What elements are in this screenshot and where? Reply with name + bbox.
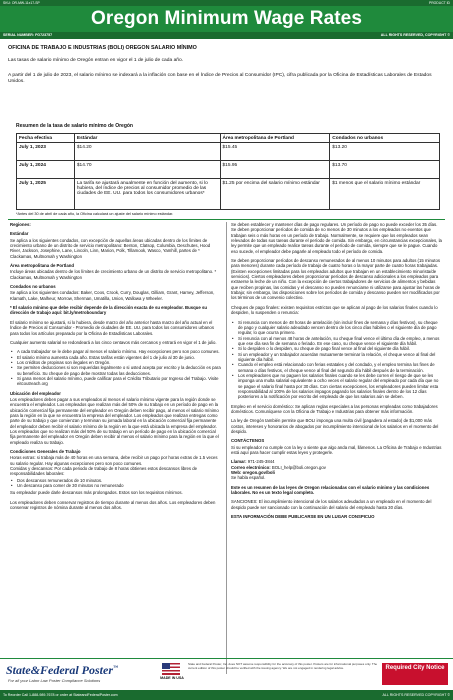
list-item: • Los empleadores que no paguen los salarios finales cuando se les debe corren el riesgo de que se les imponga una multa salarial equivalente a ocho veces el salario regular del empleado por cada día que no se pague el salario final hasta por 30 días. Con ciertas excepciones, los empleadores pueden limitar esta responsabilidad al 100% de los salarios impagos pagando los salarios finales dentro de los 12 días posteriores a la notificación por escrito del empleado de que los salarios aún se deben.	[231, 373, 443, 400]
overtime-text: Horas extras: si trabaja más de 40 horas en una semana, debe recibir un pago por horas extras de 1.5 veces su salario regular. Hay algunas excepciones pero son poco comunes.	[10, 455, 218, 466]
required-notice-badge: Required City Notice	[382, 663, 448, 685]
table-header: Fecha efectiva	[17, 134, 75, 143]
publisher-logo: State&Federal Poster™	[6, 663, 118, 677]
footer	[0, 658, 453, 700]
copyright-label: ALL RIGHTS RESERVED, COPYRIGHT ©	[380, 33, 450, 37]
list-item: • Cuando el empleo está relacionado con ferias estatales y del condado, y el empleo termina los fines de semana o días festivos, el cheque vence al final del segundo día hábil después de la terminación.	[231, 362, 443, 373]
table-row	[17, 143, 440, 161]
sku-label: SKU: OR-MW-11x17-SP	[3, 1, 40, 5]
contact-heading: CONTÁCTENOS	[231, 438, 265, 444]
footer-copyright: ALL RIGHTS RESERVED COPYRIGHT ©	[382, 693, 450, 697]
web-link[interactable]: oregon.gov/boli	[242, 470, 275, 476]
employer-location-text: Los empleadores deben pagar a sus empleados al menos el salario mínimo vigente para la región donde se encuentra el empleador. Los empleados que realizan más del 50% de su trabajo en un período de pago en la ubicación comercial fija permanente del empleador en Oregón deben recibir pago, al menos el salario mínimo para la región en la que se encuentra la empresa del empleador. Los empleados que realizan entregas como parte de su trabajo y que comienzan y terminan su jornada laboral en la ubicación comercial fija permanente del empleador deben recibir el salario mínimo de la región en la que está ubicada la empresa del empleador. Los empleados que no realizan más del 50% de su trabajo en un período de pago en la ubicación comercial fija permanente del empleador en Oregón deben recibir al menos el salario mínimo para la región en la que el empleado realiza su trabajo.	[10, 396, 219, 445]
portland-text: Incluye áreas ubicadas dentro de los límites de crecimiento urbano de un distrito de servicio metropolitano. * Clackamas, Multnomah y Washington	[10, 269, 217, 280]
serial-bar	[0, 32, 453, 39]
right-column	[231, 222, 443, 524]
reorder-text[interactable]: To Reorder Call 1-888-989-7678 or order at StateandFederalPoster.com	[3, 693, 118, 697]
publisher-tagline: For all your Labor Law Poster Compliance Solutions	[8, 678, 101, 683]
sanctions-text: SANCIONES: El incumplimiento intencional de los salarios adeudados a un empleado en el momento del despido puede ser sancionado con la continuación del salario del empleado hasta 30 días.	[231, 499, 432, 510]
regions-heading: Regiones:	[10, 222, 31, 227]
list-item: • Si un empleador y un trabajador acuerdan mutuamente terminar la relación, el cheque vence al final del siguiente día hábil.	[231, 352, 443, 363]
table-cell: $13.20	[330, 143, 440, 161]
list-item: • Si renuncia con al menos 48 horas de antelación, su cheque final vence el último día de empleo, a menos que ese día sea fin de semana o feriado. En ese caso, su cheque vence el siguiente día hábil.	[231, 336, 443, 347]
table-cell: $14.20	[74, 143, 220, 161]
employer-location-heading: Ubicación del empleador	[10, 390, 61, 396]
table-title: Resumen de la tasa de salario mínimo de Oregón	[16, 123, 133, 129]
breaks-list	[10, 478, 222, 489]
intro-text-2: A partir del 1 de julio de 2023, el salario mínimo se indexará a la inflación con base en el Índice de Precios al Consumidor (IPC), cifra publicada por la Oficina de Estadísticas Laborales de Estados Unidos.	[8, 73, 432, 85]
rounding-text: Cualquier aumento salarial se redondeará a los cinco centavos más cercanos y entrará en vigor el 1 de julio.	[10, 339, 217, 345]
breaks-text: Comidas y descansos: Por cada periodo de trabajo de 8 horas obtienes estos descansos libres de responsabilidades laborales:	[10, 466, 198, 477]
table-cell: La tarifa se ajustará anualmente en función del aumento, si lo hubiera, del índice de precios al consumidor promedio de las ciudades de EE. UU. para todos los consumidores urbanos*	[74, 179, 220, 210]
table-header: Área metropolitana de Portland	[220, 134, 330, 143]
table-cell: $15.95	[220, 161, 330, 179]
table-cell: July 1, 2025	[17, 179, 75, 210]
section-divider	[8, 219, 445, 220]
paydays-text: Se deben establecer y mantener días de pago regulares. Un período de pago no puede exceder los 35 días. Se deben proporcionar períodos de comida de no menos de 30 minutos a los empleados no exentos que trabajan seis o más horas en un período de trabajo. Normalmente, se requiere que los empleados sean relevados de todas sus tareas durante el período de comida. Sin embargo, en circunstancias excepcionales, la ley permite que un empleado realice tareas durante el período de comida, siempre que se le pague. Cuando eso sucede, el empleador debe pagarle al empleado todo el período de comida.	[231, 222, 442, 254]
address-note: * El salario mínimo que debe recibir depende de la dirección exacta de su empleador. Busque su dirección de trabajo aquí: bit.ly/metroboundary	[10, 305, 208, 316]
poster-header	[0, 6, 453, 32]
rate-table	[16, 133, 440, 210]
table-cell: $14.70	[74, 161, 220, 179]
posting-notice: ESTA INFORMACIÓN DEBE PUBLICARSE EN UN LUGAR CONSPICUO	[231, 514, 375, 520]
adjustment-text: El salario mínimo se ajustará, si lo hubiera, desde marzo del año anterior hasta marzo del año actual en el Índice de Precios al Consumidor - Promedio de ciudades de EE. UU. para todos los consumidores urbanos para todos los artículos preparado por la Oficina de Estadísticas Laborales.	[10, 319, 214, 336]
list-item: • Si lo despiden o lo despiden, su cheque de pago final vence al final del siguiente día hábil.	[231, 346, 443, 351]
phone-number[interactable]: 971-245-3844	[247, 459, 275, 465]
records-text: Los empleadores deben conservar registros de tiempo durante al menos dos años. Los empleadores deben conservar registros de nómina durante al menos dos años.	[10, 499, 216, 511]
logo-text: State&Federal Poster	[6, 663, 113, 677]
made-in-usa-label: MADE IN USA	[160, 676, 184, 680]
table-cell: $1 menos que el salario mínimo estándar	[330, 179, 440, 210]
table-cell: $1.25 por encima del salario mínimo estándar	[220, 179, 330, 210]
left-column	[10, 222, 222, 514]
contact-text: Si su empleador no cumple con la ley o siente que algo anda mal, llámenos. La Oficina de Trabajo e Industrias está aquí para hacer cumplir estas leyes y protegerle.	[231, 444, 442, 456]
contact-details	[231, 459, 443, 480]
standard-heading: Estándar	[10, 231, 29, 237]
list-item: • A cada trabajador se le debe pagar al menos el salario mínimo. Hay excepciones pero son poco comunes.	[10, 349, 222, 354]
email-label: Correo electrónico:	[231, 464, 271, 470]
civil-penalty-text: La ley de Oregón también permite que BOLI imponga una multa civil (pagadera al estado) de $1,000 más costos, intereses y honorarios de abogados por incumplimiento intencional de los salarios en el momento del despido.	[231, 418, 439, 435]
breaks-note: Su empleador puede darle descansos más prolongados. Estos son los requisitos mínimos.	[10, 490, 183, 496]
table-cell: July 1, 2024	[17, 161, 75, 179]
list-item: • Si gana menos del salario mínimo, puede calificar para el Crédito Tributario por Ingreso del Trabajo. Visite eitcoutreach.org	[10, 376, 222, 387]
final-paychecks-text: Cheques de pago finales: existen requisitos estrictos que se aplican al pago de los salarios finales cuando lo despiden, lo suspenden o renuncia:	[231, 304, 438, 316]
serial-number: SERIAL NUMBER: FG723757	[3, 33, 53, 37]
rules-list	[10, 349, 222, 386]
list-item: • Los créditos de propinas son ilegales en Oregón.	[10, 360, 222, 365]
conditions-heading: Condiciones Generales de Trabajo	[10, 449, 81, 455]
table-row	[17, 161, 440, 179]
standard-text: Se aplica a los siguientes condados, con excepción de aquellas áreas ubicadas dentro de los límites de crecimiento urbano de un distrito de servicio metropolitano: Benton, Clatsop, Columbia, Deschutes, Hood River, Jackson, Josephine, Lane, Lincoln, Linn, Marion, Polk, Tillamook, Wasco, Yamhill, partes de * Clackamas, Multnomah y Washington	[10, 237, 211, 259]
rest-periods-text: Se deben proporcionar períodos de descanso remunerados de al menos 10 minutos para adultos (15 minutos para menores) durante cada período de trabajo de cuatro horas o la mayor parte de cuatro horas trabajadas. (Existen excepciones limitadas para los empleados adultos que trabajan en un establecimiento minorista/de servicios). Ciertos empleadores deben proporcionar períodos de descanso adicionales a los empleados para extraerse la leche de un niño. Con la excepción de ciertos trabajadores de servicios de alimentos y bebidas que reciben propinas, las comidas y el descanso no pueden renunciarse ni utilizarse para ajustar las horas de trabajo; sin embargo, las disposiciones sobre los períodos de comida y descanso pueden ser modificados por los términos de un convenio colectivo.	[231, 258, 441, 301]
portland-heading: Área metropolitana de Portland	[10, 263, 74, 269]
intro-text-1: Las tasas de salario mínimo de Oregón entran en vigor el 1 de julio de cada año.	[8, 58, 184, 63]
reorder-strip	[0, 690, 453, 700]
table-cell: $13.70	[330, 161, 440, 179]
us-flag-icon	[162, 663, 180, 675]
agency-title: OFICINA DE TRABAJO E INDUSTRIAS (BOLI) OREGON SALARIO MÍNIMO	[8, 45, 197, 51]
product-id-label: PRODUCT ID	[428, 1, 450, 5]
table-cell: $15.45	[220, 143, 330, 161]
final-pay-list	[231, 320, 443, 400]
list-item: • Se permiten deducciones si son requeridas legalmente o si usted acepta por escrito y la deducción es para su beneficio. Su cheque de pago debe mostrar todas las deducciones.	[10, 365, 222, 376]
nonurban-heading: Condados no urbanos	[10, 284, 56, 290]
poster-title: Oregon Minimum Wage Rates	[91, 8, 362, 29]
legal-disclaimer: State and Federal Poster, Inc. does NOT assume responsibility for the accuracy of this poster. Posters are for informational purposes only. The current edition of this poster should be verified with the issuing agency. We are not engaged in rendering legal advice.	[188, 662, 378, 670]
table-cell: July 1, 2023	[17, 143, 75, 161]
column-divider	[226, 222, 227, 674]
email-address[interactable]: BOLI_help@boli.oregon.gov	[271, 464, 326, 470]
table-header-row	[17, 134, 440, 143]
list-item: • Dos descansos remunerados de 10 minutos.	[10, 478, 222, 483]
table-header: Condados no urbanos	[330, 134, 440, 143]
table-header: Estándar	[74, 134, 220, 143]
call-label: Llamar:	[231, 459, 247, 465]
list-item: • El salario mínimo aumenta cada año. Estas tarifas están vigentes del 1 de julio al 30 de junio.	[10, 355, 222, 360]
domestic-service-text: Empleo en el servicio doméstico: Se aplican reglas especiales a las personas empleadas como trabajadores domésticos. Comuníquese con la Oficina de Trabajo e Industrias para obtener más información.	[231, 403, 438, 414]
list-item: • Un descanso para comer de 30 minutos no remunerado	[10, 483, 222, 488]
nonurban-text: Se aplica a los siguientes condados: Baker, Coos, Crook, Curry, Douglas, Gilliam, Grant, Harney, Jefferson, Klamath, Lake, Malheur, Morrow, Sherman, Umatilla, Union, Wallowa y Wheeler.	[10, 290, 215, 301]
table-row	[17, 179, 440, 210]
list-item: • Si renuncia con menos de 48 horas de antelación (sin incluir fines de semana y días festivos), su cheque de pago y cualquier salario adeudado vencen dentro de los cinco días hábiles o el siguiente día de pago regular, lo que ocurra primero.	[231, 320, 443, 336]
web-label: Web:	[231, 470, 242, 476]
table-footnote: *Antes del 30 de abril de cada año, la Oficina calculará un ajuste del salario mínimo estándar.	[16, 212, 174, 216]
spanish-note: Se habla español.	[231, 475, 266, 481]
summary-notice: Este es un resumen de las leyes de Oregon relacionadas con el salario mínimo y las condiciones laborales. No es un texto legal completo.	[231, 484, 430, 496]
